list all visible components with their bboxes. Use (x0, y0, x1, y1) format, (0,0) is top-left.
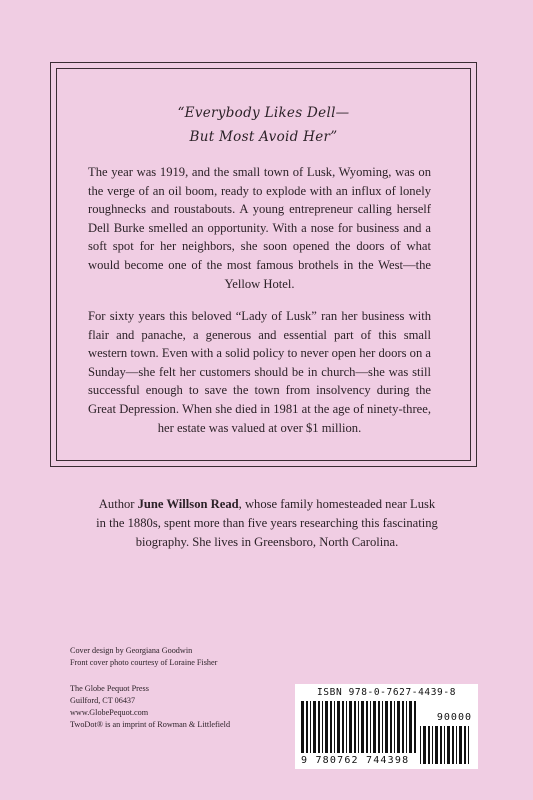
isbn-label: ISBN 978-0-7627-4439-8 (316, 687, 457, 698)
publisher-website: www.GlobePequot.com (70, 708, 149, 717)
tagline-line-2: But Most Avoid Her” (189, 129, 338, 145)
cover-credits (70, 645, 217, 669)
publisher-address: Guilford, CT 06437 (70, 696, 136, 705)
description-paragraph-1: The year was 1919, and the small town of Lusk, Wyoming, was on the verge of an oil boom, ready to explode with an influx of lonely roughnecks and roustabouts. A young entrepreneur calling herself Dell Burke smelled an opportunity. With a nose for business and a soft spot for her neighbors, she soon opened the doors of what would become one of the most famous brothels in the West—the Yellow Hotel. (88, 165, 431, 291)
cover-design-credit: Cover design by Georgiana Goodwin (70, 646, 193, 655)
author-bio (93, 495, 441, 552)
price-code: 90000 (436, 712, 472, 723)
ean-number: 9 780762 744398 (301, 755, 410, 766)
author-name: June Willson Read (137, 497, 239, 511)
tagline-line-1: “Everybody Likes Dell— (177, 105, 350, 121)
publisher-name: The Globe Pequot Press (70, 684, 149, 693)
price-barcode-bars (420, 726, 472, 764)
author-prefix: Author (98, 497, 138, 511)
author-bio-text: , whose family homesteaded near Lusk in the 1880s, spent more than five years researching this fascinating biography. She lives in Greensboro, North Carolina. (96, 497, 438, 549)
description-paragraph-2: For sixty years this beloved “Lady of Lusk” ran her business with flair and panache, a generous and essential part of this small western town. Even with a solid policy to never open her doors on a Sunday—she felt her customers should be in church—she was still successful enough to save the town from insolvency during the Great Depression. When she died in 1981 at the age of ninety-three, her estate was valued at over $1 million. (88, 309, 431, 435)
publisher-imprint: TwoDot® is an imprint of Rowman & Littlefield (70, 720, 231, 729)
cover-photo-credit: Front cover photo courtesy of Loraine Fisher (70, 658, 218, 667)
publisher-info (70, 683, 230, 731)
barcode-bars (301, 701, 419, 753)
isbn-barcode (295, 684, 478, 769)
text-frame (50, 62, 477, 467)
